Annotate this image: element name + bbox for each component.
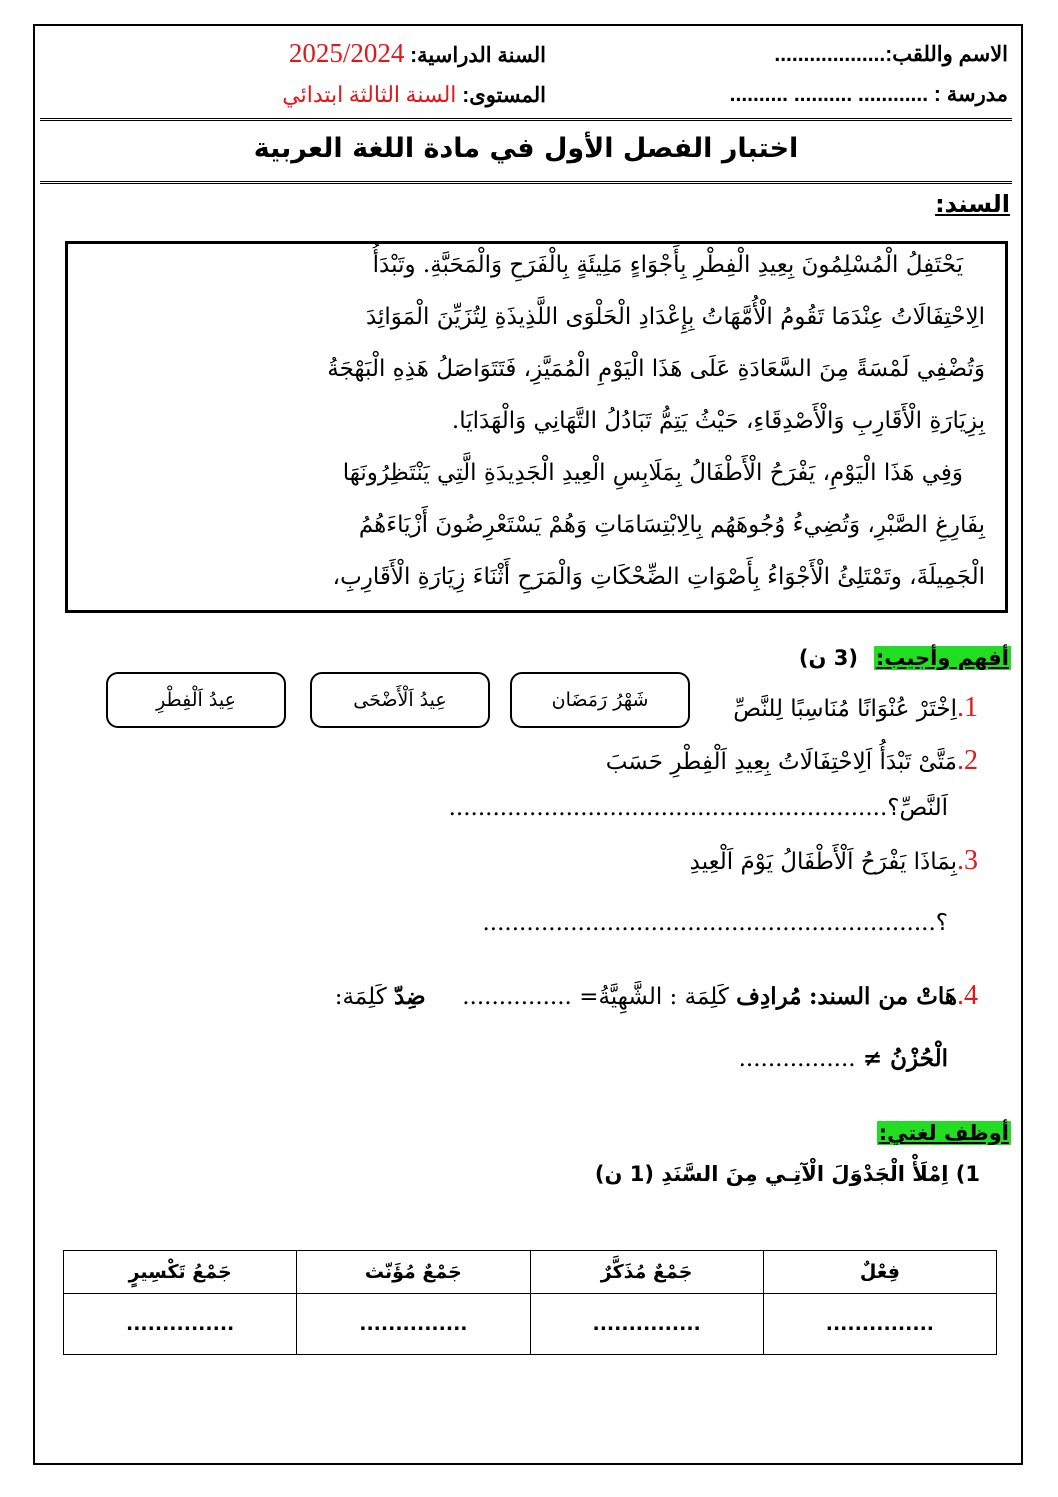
cell-masculine-plural[interactable]: ............... — [530, 1294, 763, 1355]
title-box — [40, 121, 1012, 184]
name-dots: ................... — [774, 43, 886, 66]
name-field[interactable] — [774, 42, 1008, 67]
question-text: بِمَاذَا يَفْرَحُ اَلْأَطْفَالُ يَوْمَ اَلْعِيدِ — [689, 849, 957, 875]
year-label: السنة الدراسية: — [410, 44, 546, 67]
section-understand-label: أفهم وأجيب: — [875, 646, 1009, 670]
level-value: السنة الثالثة ابتدائي — [282, 82, 457, 107]
antonym-text: كَلِمَة: — [334, 984, 387, 1010]
cell-broken-plural[interactable]: ............... — [64, 1294, 297, 1355]
answer-line-2[interactable]: اَلنَّصِّ؟............................................................ — [448, 795, 948, 821]
cell-feminine-plural[interactable]: ............... — [297, 1294, 530, 1355]
header-masculine-plural: جَمْعٌ مُذَكَّرٌ — [530, 1251, 763, 1294]
school-year — [289, 38, 546, 69]
year-value: 2025/2024 — [288, 38, 405, 68]
school-dots: ............ .......... .......... — [729, 83, 929, 106]
question-lead: هَاتْ من السند: — [808, 983, 957, 1010]
question-text: مَتَّىْ تَبْدَأُ اَلِاحْتِفَالَاتُ بِعِيدِ اَلْفِطْرِ حَسَبَ — [605, 749, 957, 775]
cell-verb[interactable]: ............... — [763, 1294, 996, 1355]
header-verb: فِعْلٌ — [763, 1251, 996, 1294]
question-number: 3. — [957, 845, 978, 876]
choice-eid-fitr[interactable]: عِيدُ اَلْفِطْرِ — [106, 672, 286, 728]
antonym-label: ضِدّ — [394, 983, 426, 1010]
question-2 — [606, 745, 978, 777]
question-4 — [335, 980, 978, 1012]
passage-line: بِفَارِغِ الصَّبْرِ، وَتُضِيءُ وُجُوهَهُم بِالِابْتِسَامَاتِ وَهُمْ يَسْتَعْرِضُونَ أَزْيَاءَهُمُ — [358, 512, 985, 538]
table-instruction — [595, 1162, 980, 1186]
page-title: اختبار الفصل الأول في مادة اللغة العربية — [253, 133, 799, 164]
passage-line: الْجَمِيلَةَ، وتَمْتَلِئُ الْأَجْوَاءُ بِأَصْوَاتِ الضِّحْكَاتِ وَالْمَرَحِ أَثْنَاءَ زِيَارَةِ الْأَقَارِبِ، — [332, 564, 985, 590]
instruction-points: (1 ن) — [594, 1162, 654, 1186]
antonym-word: الْحُزْنُ ≠ — [862, 1045, 948, 1072]
table-header-row — [64, 1251, 997, 1294]
question-number: 2. — [957, 745, 978, 776]
choice-eid-adha[interactable]: عِيدُ اَلْأَضْحَى — [310, 672, 490, 728]
antonym-dots[interactable]: ................ — [738, 1046, 856, 1072]
synonym-text: كَلِمَة : الشَّهِيَّةُ= — [579, 984, 729, 1010]
question-text: اِخْتَرْ عُنْوَانًا مُنَاسِبًا لِلنَّصِّ — [733, 696, 957, 722]
header-feminine-plural: جَمْعٌ مُؤَنّث — [297, 1251, 530, 1294]
sanad-label: السند: — [935, 190, 1010, 218]
instruction-number: 1) — [955, 1162, 980, 1186]
instruction-text: اِمْلَأْ الْجَدْوَلَ الْآتِـي مِنَ السَّنَدِ — [661, 1162, 949, 1186]
passage-box — [65, 241, 1008, 613]
header-box — [40, 30, 1012, 121]
question-1 — [733, 692, 978, 724]
answer-line-3[interactable]: ؟.............................................................. — [482, 910, 948, 936]
table-row — [64, 1294, 997, 1355]
passage-line: وَفِي هَذَا الْيَوْمِ، يَفْرَحُ الْأَطْفَالُ بِمَلَابِسِ الْعِيدِ الْجَدِيدَةِ الَّتِي يَنْتَظِرُونَهَا — [342, 460, 963, 486]
passage-line: يَحْتَفِلُ الْمُسْلِمُونَ بِعِيدِ الْفِطْرِ بِأَجْوَاءٍ مَلِيئَةٍ بِالْفَرَحِ وَالْمَحَبَّةِ. وتَبْدَأُ — [372, 252, 963, 278]
passage-line: بِزِيَارَةِ الْأَقَارِبِ وَالْأَصْدِقَاءِ، حَيْثُ يَتِمُّ تَبَادُلُ التَّهَانِي وَالْهَدَايَا. — [451, 408, 985, 434]
name-label: الاسم واللقب: — [885, 43, 1008, 66]
antonym-line — [739, 1045, 948, 1072]
question-number: 4. — [957, 980, 978, 1011]
section-language-label: أوظف لغتي: — [878, 1121, 1009, 1145]
school-field[interactable] — [730, 82, 1008, 107]
level-label: المستوى: — [462, 84, 546, 107]
passage-line: الِاحْتِفَالَاتُ عِنْدَمَا تَقُومُ الْأُمَّهَاتُ بِإِعْدَادِ الْحَلْوَى اللَّذِيذَةِ لِتُزَيِّنَ الْمَوَائِدَ — [365, 304, 985, 330]
question-3 — [690, 845, 978, 877]
synonym-dots[interactable]: ............... — [462, 984, 572, 1010]
choice-ramadan[interactable]: شَهْرُ رَمَضَان — [510, 672, 690, 728]
passage-line: وَتُضْفِي لَمْسَةً مِنَ السَّعَادَةِ عَلَى هَذَا الْيَوْمِ الْمُمَيَّزِ، فَتَتَوَاصَلُ هَذِهِ الْبَهْجَةُ — [327, 356, 985, 382]
fill-table — [63, 1250, 997, 1355]
section1-points: (3 ن) — [798, 646, 858, 670]
synonym-label: مُرادِف — [736, 983, 802, 1010]
question-number: 1. — [957, 692, 978, 723]
school-label: مدرسة : — [933, 83, 1008, 106]
header-broken-plural: جَمْعُ تَكْسِيرٍ — [64, 1251, 297, 1294]
level — [282, 82, 546, 108]
